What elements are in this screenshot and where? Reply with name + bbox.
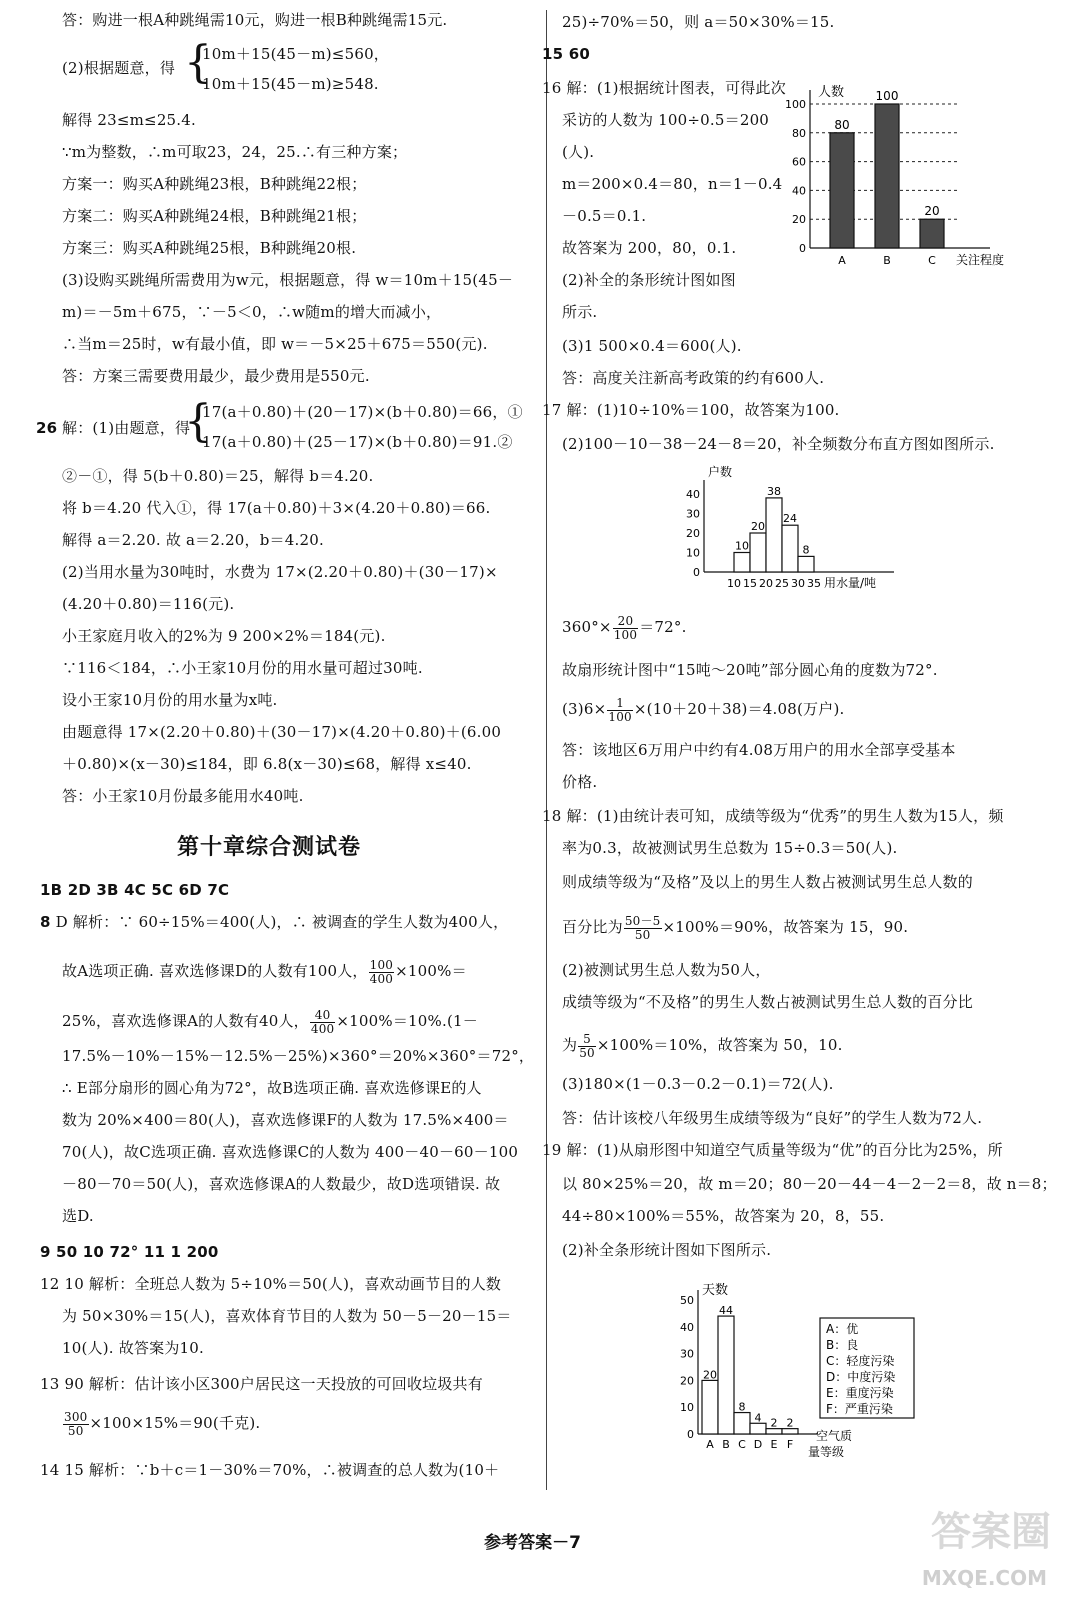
text-line: ＋0.80)×(x－30)≤184，即 6.8(x－30)≤68，解得 x≤40. (62, 755, 472, 773)
y-tick-label: 0 (687, 1428, 694, 1441)
data-label: 4 (754, 1411, 762, 1425)
question-number: 8 (40, 913, 51, 931)
data-label: 44 (719, 1304, 733, 1318)
denominator: 50 (579, 1045, 595, 1060)
x-tick-label: C (928, 254, 936, 267)
x-axis-label: 量等级 (808, 1445, 845, 1459)
text-line: 14 15 解析：∵b＋c＝1－30%＝70%，∴被调查的总人数为(10＋ (40, 1461, 500, 1479)
text-line: 为 50×30%＝15(人)，喜欢体育节目的人数为 50－5－20－15＝ (62, 1307, 512, 1325)
bar (830, 133, 854, 248)
equation: 10m＋15(45－m)≤560， (202, 45, 390, 63)
question-text: 故A选项正确. 喜欢选修课D的人数有100人， (62, 962, 368, 980)
y-tick-label: 40 (680, 1320, 694, 1334)
text-line: (人). (562, 143, 595, 161)
bar (702, 1380, 718, 1434)
question-text: 25%，喜欢选修课A的人数有40人， (62, 1012, 309, 1030)
data-label: 100 (875, 89, 899, 103)
text-line (62, 956, 467, 986)
x-tick-label: 15 (743, 577, 757, 590)
y-tick-label: 20 (686, 527, 700, 540)
numerator: 20 (613, 615, 639, 629)
text-line: 17 解：(1)10÷10%＝100，故答案为100. (542, 401, 840, 419)
text-line: ∴当m＝25时，w有最小值，即 w＝－5×25＋675＝550(元). (62, 335, 488, 353)
text-line: 则成绩等级为“及格”及以上的男生人数占被测试男生总人数的 (562, 873, 973, 891)
x-tick-label: B (883, 254, 891, 267)
numerator: 40 (310, 1009, 336, 1023)
x-tick-label: 20 (759, 577, 773, 590)
text-line: (4.20＋0.80)＝116(元). (62, 595, 235, 613)
watermark-logo: 答案圈 (931, 1509, 1051, 1555)
legend-entry: C：轻度污染 (826, 1354, 895, 1368)
text-line: 采访的人数为 100÷0.5＝200 (562, 111, 770, 129)
text-line: m＝200×0.4＝80，n＝1－0.4 (562, 175, 783, 193)
text-line: 答：小王家10月份最多能用水40吨. (62, 787, 304, 805)
text-line: 解：(1)由题意，得 (62, 419, 191, 437)
data-label: 38 (767, 484, 781, 498)
fraction (624, 915, 662, 942)
bar (734, 1413, 750, 1434)
text-line: 答：该地区6万用户中约有4.08万用户的用水全部享受基本 (562, 741, 956, 759)
equation: 10m＋15(45－m)≥548. (202, 75, 379, 93)
text-line: 答：购进一根A种跳绳需10元，购进一根B种跳绳需15元. (62, 11, 448, 29)
fraction (63, 1411, 89, 1438)
x-tick-label: E (770, 1438, 778, 1451)
text-line: m)＝－5m＋675，∵－5＜0，∴w随m的增大而减小， (62, 303, 442, 321)
y-tick-label: 10 (686, 546, 700, 560)
text-line: ∵116＜184，∴小王家10月份的用水量可超过30吨. (62, 659, 423, 677)
question-text: 百分比为 (562, 918, 623, 936)
x-tick-label: 30 (791, 577, 805, 590)
bar (875, 104, 899, 248)
answers-line: 15 60 (542, 45, 590, 63)
section-title: 第十章综合测试卷 (177, 835, 362, 860)
numerator: 1 (607, 697, 633, 711)
denominator: 50 (634, 927, 651, 942)
text-line: 价格. (562, 773, 598, 791)
denominator: 100 (613, 627, 638, 642)
y-tick-label: 20 (680, 1374, 694, 1388)
bar (718, 1316, 734, 1434)
question-text: ×100×15%＝90(千克). (89, 1414, 261, 1432)
x-tick-label: A (706, 1438, 714, 1451)
question-text: D 解析：∵ 60÷15%＝400(人)，∴ 被调查的学生人数为400人， (55, 913, 509, 931)
y-tick-label: 30 (680, 1347, 694, 1361)
column-divider (546, 10, 547, 1490)
text-line: 70(人)，故C选项正确. 喜欢选修课C的人数为 400－40－60－100 (62, 1143, 519, 1161)
x-axis-label: 用水量/吨 (824, 576, 877, 590)
y-tick-label: 40 (792, 184, 806, 198)
text-line: (3)1 500×0.4＝600(人). (562, 337, 742, 355)
question-text: ×100%＝10%，故答案为 50，10. (596, 1036, 843, 1054)
text-line (62, 1006, 478, 1036)
text-line: 44÷80×100%＝55%，故答案为 20，8，55. (562, 1207, 885, 1225)
histogram-bar (766, 498, 782, 572)
x-tick-label: 10 (727, 577, 741, 590)
question-text: ×100%＝10%.(1－ (336, 1012, 478, 1030)
text-line: 19 解：(1)从扇形图中知道空气质量等级为“优”的百分比为25%，所 (542, 1141, 1003, 1159)
data-label: 2 (770, 1416, 778, 1430)
text-line: 选D. (62, 1207, 94, 1225)
legend-entry: F：严重污染 (826, 1402, 893, 1416)
text-line: (2)补全的条形统计图如图 (562, 271, 736, 289)
text-line: 12 10 解析：全班总人数为 5÷10%＝50(人)，喜欢动画节目的人数 (40, 1275, 502, 1293)
text-line: －0.5＝0.1. (562, 207, 647, 225)
fraction (613, 615, 639, 642)
text-line: (3)设购买跳绳所需费用为w元，根据题意，得 w＝10m＋15(45－ (62, 271, 514, 289)
text-line: 将 b＝4.20 代入①，得 17(a＋0.80)＋3×(4.20＋0.80)＝66. (62, 499, 491, 517)
text-line: (2)补全条形统计图如下图所示. (562, 1241, 772, 1259)
text-line: ②－①，得 5(b＋0.80)＝25，解得 b＝4.20. (62, 467, 374, 485)
answers-line: 1B 2D 3B 4C 5C 6D 7C (40, 881, 230, 899)
text-line (562, 912, 908, 942)
data-label: 20 (924, 204, 940, 219)
text-line: 设小王家10月份的用水量为x吨. (62, 691, 278, 709)
fraction (607, 697, 633, 724)
y-tick-label: 100 (785, 98, 806, 111)
histogram-water-usage (676, 462, 906, 596)
numerator: 50－5 (624, 913, 661, 928)
denominator: 400 (369, 971, 394, 986)
text-line: 成绩等级为“不及格”的男生人数占被测试男生总人数的百分比 (562, 993, 973, 1011)
page-footer: 参考答案－7 (484, 1533, 581, 1553)
text-line: ∵m为整数，∴m可取23，24，25.∴有三种方案； (62, 143, 408, 161)
legend-entry: A：优 (826, 1322, 859, 1336)
text-line: 解得 23≤m≤25.4. (62, 111, 196, 129)
system-brace: { (184, 37, 212, 88)
y-tick-label: 0 (799, 242, 806, 255)
question-text: 为 (562, 1036, 578, 1054)
text-line: 解得 a＝2.20. 故 a＝2.20，b＝4.20. (62, 531, 324, 549)
histogram-bar (782, 525, 798, 572)
histogram-bar (798, 556, 814, 572)
answers-line: 9 50 10 72° 11 1 200 (40, 1243, 219, 1261)
text-line: 方案三：购买A种跳绳25根，B种跳绳20根. (62, 239, 357, 257)
x-tick-label: D (753, 1438, 763, 1451)
data-label: 24 (783, 512, 797, 526)
watermark-url: MXQE.COM (921, 1566, 1047, 1590)
question-number: 26 (36, 419, 58, 437)
text-line: 方案一：购买A种跳绳23根，B种跳绳22根； (62, 175, 367, 193)
x-tick-label: B (722, 1438, 730, 1451)
question-text: ×100%＝90%，故答案为 15，90. (662, 918, 909, 936)
fraction (310, 1009, 336, 1036)
text-line: 数为 20%×400＝80(人)，喜欢选修课F的人数为 17.5%×400＝ (62, 1111, 509, 1129)
y-tick-label: 0 (693, 566, 700, 579)
data-label: 8 (738, 1400, 746, 1414)
text-line: 25)÷70%＝50，则 a＝50×30%＝15. (562, 13, 835, 31)
text-line: (2)根据题意，得 (62, 59, 176, 77)
text-line (562, 1030, 843, 1060)
x-tick-label: 25 (775, 577, 789, 590)
x-axis-label: 空气质 (816, 1429, 853, 1443)
y-axis-label: 人数 (818, 85, 845, 100)
data-label: 10 (735, 539, 749, 553)
text-line: －80－70＝50(人)，喜欢选修课A的人数最少，故D选项错误. 故 (62, 1175, 501, 1193)
text-line: ∴ E部分扇形的圆心角为72°，故B选项正确. 喜欢选修课E的人 (62, 1079, 482, 1097)
numerator: 100 (369, 957, 394, 972)
data-label: 20 (751, 520, 765, 533)
numerator: 300 (64, 1409, 88, 1424)
denominator: 100 (608, 709, 632, 724)
text-line: (2)当用水量为30吨时，水费为 17×(2.20＋0.80)＋(30－17)× (62, 563, 498, 581)
y-tick-label: 30 (686, 507, 700, 521)
text-line (62, 1408, 260, 1438)
y-tick-label: 60 (792, 155, 806, 169)
text-line: 由题意得 17×(2.20＋0.80)＋(30－17)×(4.20＋0.80)＋(6.00 (62, 723, 502, 741)
denominator: 400 (310, 1021, 335, 1036)
text-line (562, 694, 844, 724)
legend-entry: E：重度污染 (826, 1386, 894, 1400)
y-tick-label: 20 (792, 213, 806, 227)
question-text: (3)6× (562, 700, 607, 718)
text-line (40, 912, 508, 932)
text-line: 故扇形统计图中“15吨～20吨”部分圆心角的度数为72°. (562, 661, 938, 679)
equation: 17(a＋0.80)＋(25－17)×(b＋0.80)＝91.② (202, 433, 513, 451)
legend-entry: B：良 (826, 1338, 859, 1352)
question-text: 360°× (562, 618, 612, 636)
text-line: 13 90 解析：估计该小区300户居民这一天投放的可回收垃圾共有 (40, 1375, 483, 1393)
text-line: 所示. (562, 303, 598, 321)
text-line: 率为0.3，故被测试男生总数为 15÷0.3＝50(人). (562, 839, 898, 857)
y-tick-label: 80 (792, 126, 806, 140)
data-label: 2 (786, 1416, 794, 1430)
text-line: 17.5%－10%－15%－12.5%－25%)×360°＝20%×360°＝72°， (62, 1047, 535, 1065)
text-line: 小王家庭月收入的2%为 9 200×2%＝184(元). (62, 627, 386, 645)
histogram-bar (750, 533, 766, 572)
numerator: 5 (578, 1033, 596, 1047)
text-line (562, 612, 687, 642)
text-line: 答：高度关注新高考政策的约有600人. (562, 369, 825, 387)
histogram-bar (734, 553, 750, 573)
x-axis-label: 关注程度 (956, 253, 1005, 267)
question-text: ×100%＝ (395, 962, 467, 980)
question-text: ×(10＋20＋38)＝4.08(万户). (633, 700, 845, 718)
y-tick-label: 10 (680, 1401, 694, 1415)
text-line: 10(人). 故答案为10. (62, 1339, 204, 1357)
y-tick-label: 50 (680, 1294, 694, 1307)
text-line: 答：方案三需要费用最少，最少费用是550元. (62, 367, 370, 385)
y-axis-label: 户数 (708, 465, 733, 479)
text-line: (3)180×(1－0.3－0.2－0.1)＝72(人). (562, 1075, 834, 1093)
fraction (578, 1033, 596, 1060)
text-line: 16 解：(1)根据统计图表，可得此次 (542, 79, 786, 97)
text-line: 方案二：购买A种跳绳24根，B种跳绳21根； (62, 207, 367, 225)
bar (920, 219, 944, 248)
system-brace: { (184, 396, 212, 447)
fraction (369, 959, 395, 986)
data-label: 80 (834, 117, 850, 132)
data-label: 20 (703, 1368, 717, 1382)
x-tick-label: C (738, 1438, 746, 1451)
denominator: 50 (67, 1423, 84, 1438)
equation: 17(a＋0.80)＋(20－17)×(b＋0.80)＝66，① (202, 403, 523, 421)
bar-chart-attention (780, 84, 1020, 270)
bar-chart-air-quality (676, 1282, 926, 1478)
question-text: ＝72°. (639, 618, 687, 636)
text-line: 故答案为 200，80，0.1. (562, 239, 737, 257)
text-line: 18 解：(1)由统计表可知，成绩等级为“优秀”的男生人数为15人，频 (542, 807, 1004, 825)
x-tick-label: A (838, 254, 846, 267)
data-label: 8 (802, 543, 810, 557)
bar (750, 1423, 766, 1434)
legend-entry: D：中度污染 (826, 1370, 896, 1384)
x-tick-label: F (786, 1438, 794, 1451)
x-tick-label: 35 (807, 577, 821, 590)
text-line: 以 80×25%＝20，故 m＝20；80－20－44－4－2－2＝8，故 n＝8； (562, 1175, 1057, 1193)
text-line: (2)被测试男生总人数为50人， (562, 961, 771, 979)
y-tick-label: 40 (686, 488, 700, 501)
text-line: 答：估计该校八年级男生成绩等级为“良好”的学生人数为72人. (562, 1109, 983, 1127)
y-axis-label: 天数 (702, 1283, 729, 1298)
text-line: (2)100－10－38－24－8＝20，补全频数分布直方图如图所示. (562, 435, 995, 453)
